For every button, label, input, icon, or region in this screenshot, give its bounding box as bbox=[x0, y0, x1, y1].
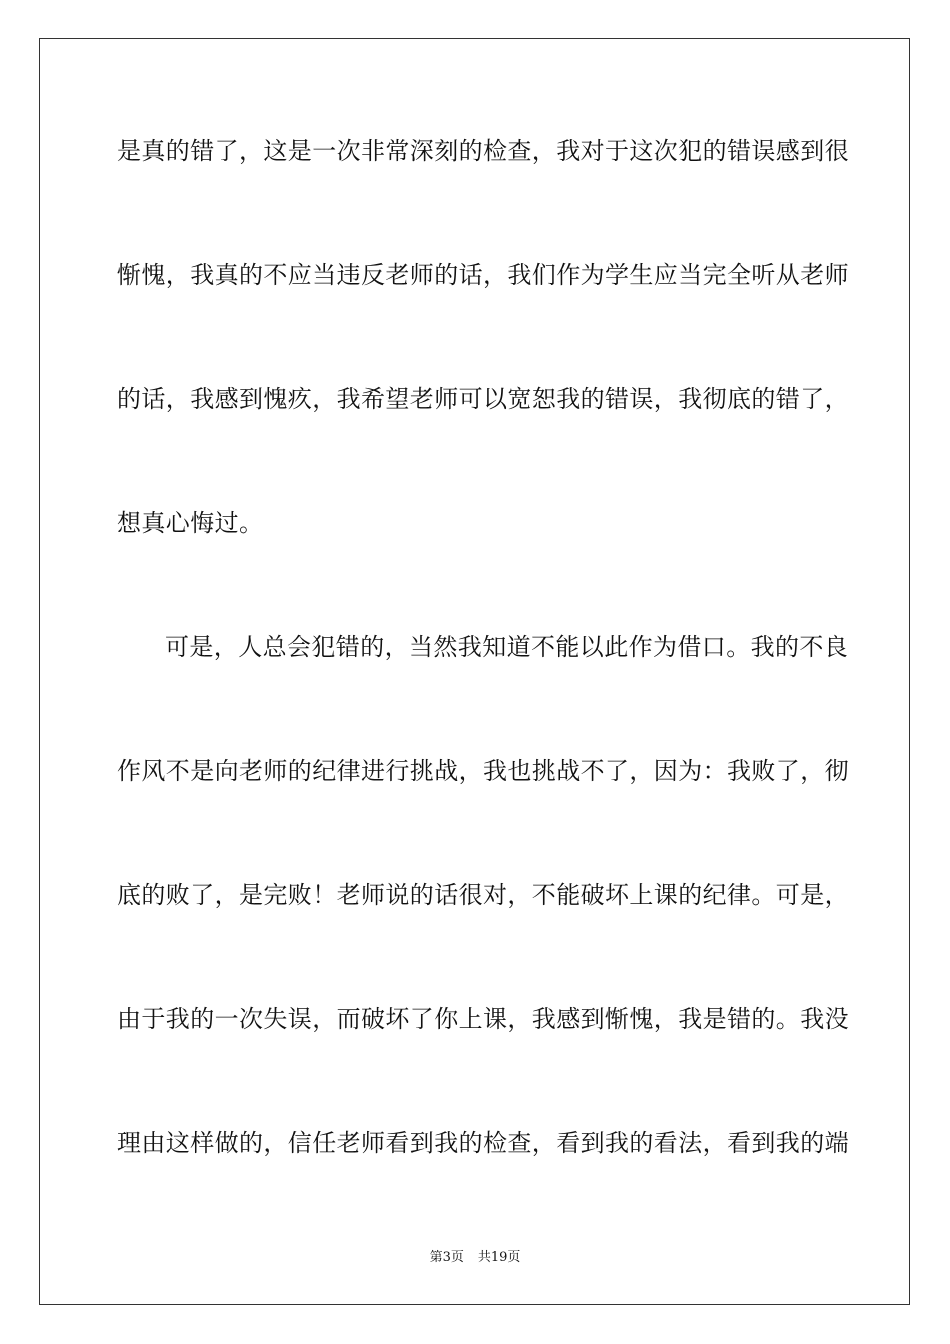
paragraph-first-line: 可是，人总会犯错的，当然我知道不能以此作为借口。我的不良 bbox=[165, 633, 849, 661]
body-text-line: 理由这样做的，信任老师看到我的检查，看到我的看法，看到我的端 bbox=[117, 1129, 849, 1157]
body-text-line: 的话，我感到愧疚，我希望老师可以宽恕我的错误，我彻底的错了， bbox=[117, 385, 849, 413]
body-text-line: 是真的错了，这是一次非常深刻的检查，我对于这次犯的错误感到很 bbox=[117, 137, 849, 165]
total-pages: 共19页 bbox=[477, 1250, 521, 1265]
body-text-line: 底的败了，是完败！老师说的话很对，不能破坏上课的纪律。可是， bbox=[117, 881, 849, 909]
body-text-line: 由于我的一次失误，而破坏了你上课，我感到惭愧，我是错的。我没 bbox=[117, 1005, 849, 1033]
body-text-line: 惭愧，我真的不应当违反老师的话，我们作为学生应当完全听从老师 bbox=[117, 261, 849, 289]
body-text-line: 想真心悔过。 bbox=[117, 509, 264, 537]
page-number: 第3页 bbox=[429, 1250, 464, 1265]
page-border bbox=[39, 38, 910, 1305]
body-text-line: 作风不是向老师的纪律进行挑战，我也挑战不了，因为：我败了，彻 bbox=[117, 757, 849, 785]
page-footer bbox=[0, 1246, 950, 1265]
